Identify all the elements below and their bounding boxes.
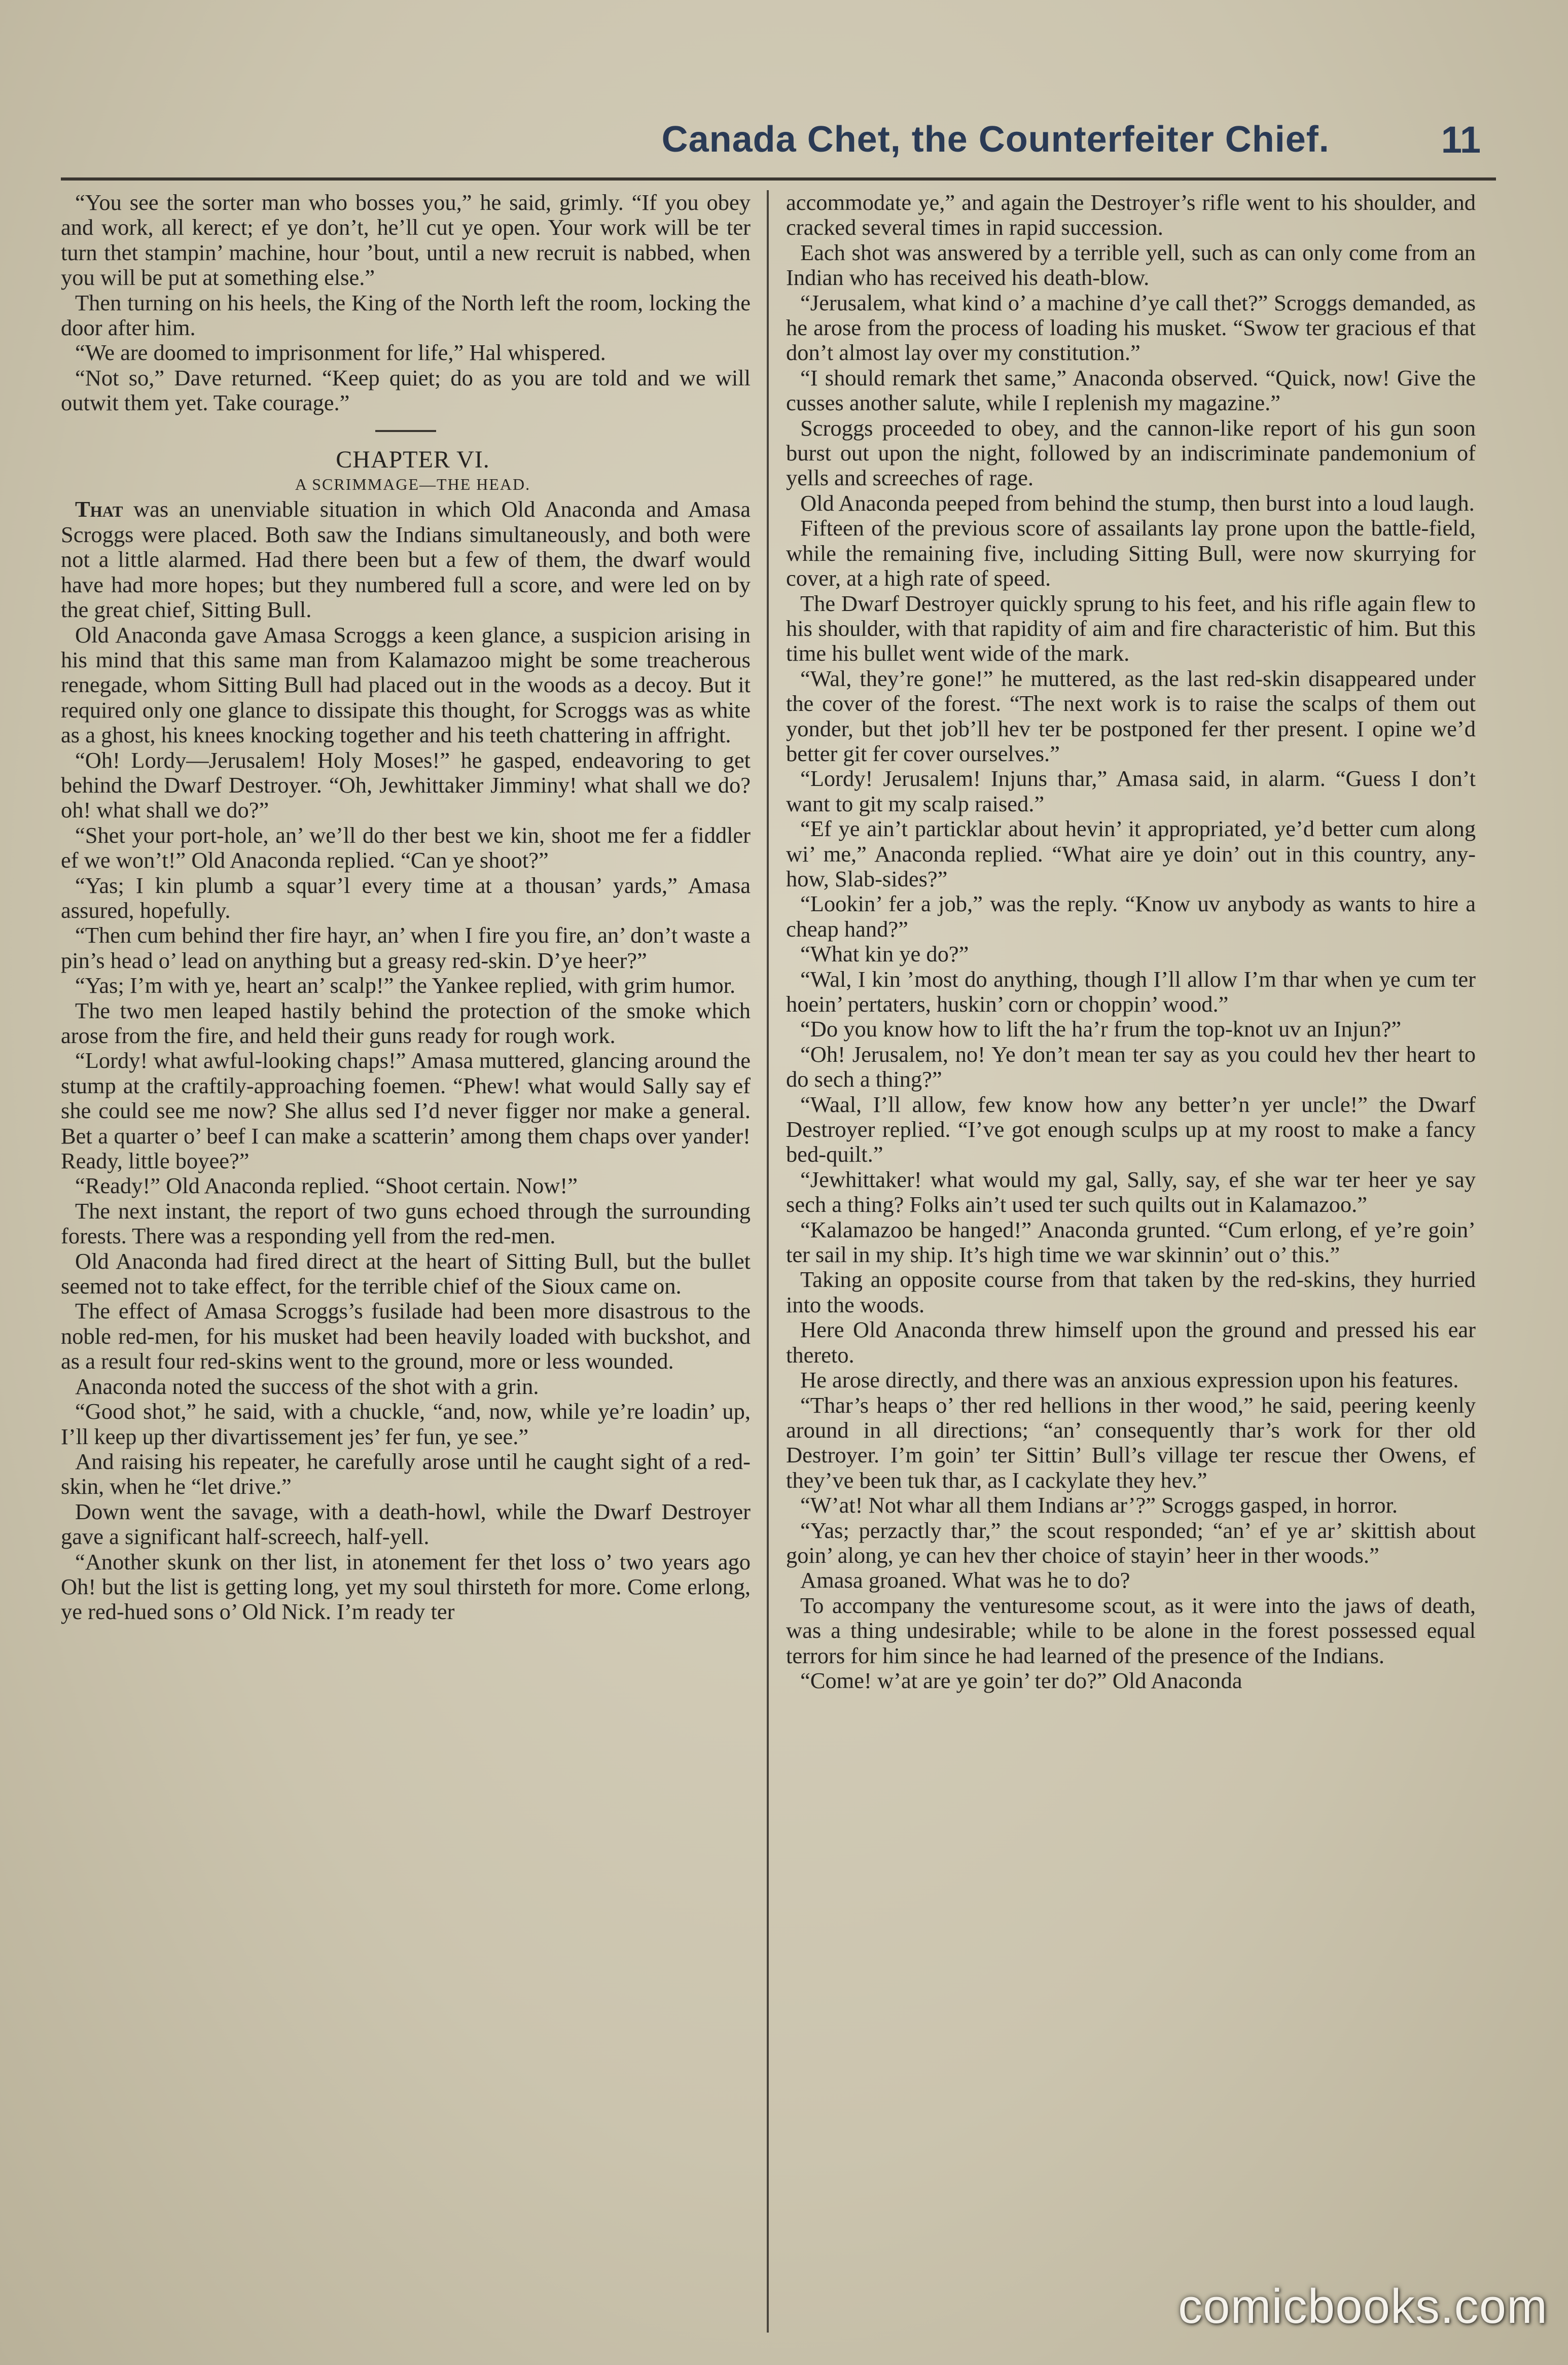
paragraph: Taking an opposite course from that taken by the red-skins, they hurried into the woods.: [786, 1267, 1476, 1317]
continued-paragraph: accommodate ye,” and again the Destroyer’s rifle went to his shoulder, and cracked several times in rapid succession.: [786, 190, 1476, 240]
paragraph: Amasa groaned. What was he to do?: [800, 1567, 1130, 1593]
paragraph: “Wal, I kin ’most do anything, though I’ll allow I’m thar when ye cum ter hoein’ pertaters, huskin’ corn or choppin’ wood.”: [786, 966, 1476, 1017]
paragraph: Old Anaconda peeped from behind the stump, then burst into a loud laugh.: [800, 490, 1475, 516]
chapter-subtitle: A SCRIMMAGE—THE HEAD.: [295, 475, 531, 494]
paragraph: “Lordy! Jerusalem! Injuns thar,” Amasa said, in alarm. “Guess I don’t want to git my scalp raised.”: [786, 766, 1476, 816]
paragraph: “Kalamazoo be hanged!” Anaconda grunted. “Cum erlong, ef ye’re goin’ ter sail in my ship. It’s high time we war skinnin’ out o’ this.”: [786, 1216, 1476, 1268]
chapter-title: CHAPTER VI.: [336, 446, 490, 473]
paragraph: “Oh! Lordy—Jerusalem! Holy Moses!” he gasped, endeavoring to get behind the Dwarf Destroyer. “Oh, Jewhittaker Jimminy! what shall we do? oh! what shall we do?”: [61, 747, 751, 823]
paragraph: The Dwarf Destroyer quickly sprung to his feet, and his rifle again flew to his shoulder, with that rapidity of aim and fire characteristic of him. But this time his bullet went wide of the mark.: [786, 590, 1476, 666]
paragraph: “Yas; perzactly thar,” the scout responded; “an’ ef ye ar’ skittish about goin’ along, ye can hev ther choice of stayin’ heer in ther woods.”: [786, 1517, 1476, 1568]
paragraph: “Waal, I’ll allow, few know how any better’n yer uncle!” the Dwarf Destroyer replied. “I’ve got enough sculps up at my roost to make a fancy bed-quilt.”: [786, 1091, 1476, 1167]
opening-text: was an unenviable situation in which Old Anaconda and Amasa Scroggs were placed. Both saw the Indians simultaneously, and both were not a little alarmed. Had there been but a few of them, the dwarf would have had more hopes; but they numbered full a score, and were led on by the great chief, Sitting Bull.: [61, 496, 751, 623]
paragraph: Scroggs proceeded to obey, and the cannon-like report of his gun soon burst out upon the night, followed by an indiscriminate pandemonium of yells and screeches of rage.: [786, 415, 1476, 491]
paragraph: To accompany the venturesome scout, as it were into the jaws of death, was a thing undesirable; while to be alone in the forest possessed equal terrors for him since he had learned of the presence of the Indians.: [786, 1592, 1476, 1668]
paragraph: The two men leaped hastily behind the protection of the smoke which arose from the fire, and held their guns ready for rough work.: [61, 997, 751, 1048]
paragraph: “What kin ye do?”: [800, 941, 969, 967]
column-rule: [767, 190, 769, 2333]
paragraph: And raising his repeater, he carefully arose until he caught sight of a red-skin, when he “let drive.”: [61, 1448, 751, 1499]
paragraph: “Jewhittaker! what would my gal, Sally, say, ef she war ter heer ye say sech a thing? Folks ain’t used ter such quilts out in Kalamazoo.”: [786, 1166, 1476, 1217]
paragraph: “You see the sorter man who bosses you,” he said, grimly. “If you obey and work, all kerect; ef ye don’t, he’ll cut ye open. Your work will be ter turn thet stampin’ machine, hour ’bout, until a new recruit is nabbed, when you will be put at something else.”: [61, 190, 751, 291]
chapter-opening-paragraph: [61, 497, 751, 622]
paragraph: “Come! w’at are ye goin’ ter do?” Old Anaconda: [800, 1667, 1242, 1693]
paragraph: “Ready!” Old Anaconda replied. “Shoot certain. Now!”: [75, 1173, 578, 1199]
right-column: [786, 190, 1476, 2333]
paragraph: The next instant, the report of two guns echoed through the surrounding forests. There was a responding yell from the red-men.: [61, 1198, 751, 1249]
paragraph: “Ef ye ain’t particklar about hevin’ it appropriated, ye’d better cum along wi’ me,” Anaconda replied. “What aire ye doin’ out in this country, any-how, Slab-sides?”: [786, 816, 1476, 891]
opening-word: That: [75, 496, 123, 522]
running-header: [61, 101, 1496, 181]
paragraph: “Yas; I kin plumb a squar’l every time at a thousan’ yards,” Amasa assured, hopefully.: [61, 872, 751, 923]
paragraph: “Shet your port-hole, an’ we’ll do ther best we kin, shoot me fer a fiddler ef we won’t!” Old Anaconda replied. “Can ye shoot?”: [61, 822, 751, 873]
paragraph: Then turning on his heels, the King of the North left the room, locking the door after him.: [61, 290, 751, 341]
paragraph: “Do you know how to lift the ha’r frum the top-knot uv an Injun?”: [800, 1016, 1402, 1042]
page: [61, 101, 1496, 2333]
paragraph: “Lordy! what awful-looking chaps!” Amasa muttered, glancing around the stump at the craftily-approaching foemen. “Phew! what would Sally say ef she could see me now? She allus sed I’d never figger nor make a general. Bet a quarter o’ beef I can make a scatterin’ among them chaps over yander! Ready, little boyee?”: [61, 1048, 751, 1174]
paragraph: “Then cum behind ther fire hayr, an’ when I fire you fire, an’ don’t waste a pin’s head o’ lead on anything but a greasy red-skin. D’ye heer?”: [61, 922, 751, 973]
running-title: Canada Chet, the Counterfeiter Chief.: [661, 119, 1330, 160]
paragraph: Here Old Anaconda threw himself upon the ground and pressed his ear thereto.: [786, 1317, 1476, 1368]
paragraph: “We are doomed to imprisonment for life,” Hal whispered.: [75, 340, 606, 366]
paragraph: “Oh! Jerusalem, no! Ye don’t mean ter say as you could hev ther heart to do sech a thing?”: [786, 1041, 1476, 1092]
paragraph: The effect of Amasa Scroggs’s fusilade had been more disastrous to the noble red-men, for his musket had been heavily loaded with buckshot, and as a result four red-skins went to the ground, more or less wounded.: [61, 1298, 751, 1374]
paragraph: “I should remark thet same,” Anaconda observed. “Quick, now! Give the cusses another salute, while I replenish my magazine.”: [786, 365, 1476, 416]
text-columns: [61, 190, 1496, 2333]
paragraph: “Lookin’ fer a job,” was the reply. “Know uv anybody as wants to hire a cheap hand?”: [786, 891, 1476, 942]
paragraph: “Good shot,” he said, with a chuckle, “and, now, while ye’re loadin’ up, I’ll keep up ther divartissement jes’ fer fun, ye see.”: [61, 1399, 751, 1449]
paragraph: Anaconda noted the success of the shot with a grin.: [75, 1373, 539, 1399]
paragraph: Down went the savage, with a death-howl, while the Dwarf Destroyer gave a significant half-screech, half-yell.: [61, 1498, 751, 1550]
paragraph: “W’at! Not whar all them Indians ar’?” Scroggs gasped, in horror.: [800, 1492, 1398, 1518]
paragraph: Old Anaconda had fired direct at the heart of Sitting Bull, but the bullet seemed not to take effect, for the terrible chief of the Sioux came on.: [61, 1248, 751, 1299]
paragraph: “Thar’s heaps o’ ther red hellions in ther wood,” he said, peering keenly around in all directions; “an’ consequently thar’s work for ther old Destroyer. I’m goin’ ter Sittin’ Bull’s village ter rescue ther Owens, ef they’ve been tuk thar, as I cackylate they hev.”: [786, 1392, 1476, 1493]
paragraph: He arose directly, and there was an anxious expression upon his features.: [800, 1367, 1459, 1393]
paragraph: “Another skunk on ther list, in atonement fer thet loss o’ two years ago Oh! but the list is getting long, yet my soul thirsteth for more. Come erlong, ye red-hued sons o’ Old Nick. I’m ready ter: [61, 1549, 751, 1625]
paragraph: “Wal, they’re gone!” he muttered, as the last red-skin disappeared under the cover of the forest. “The next work is to raise the scalps of them out yonder, but thet job’ll hev ter be postponed fer ther present. I opine we’d better git fer cover ourselves.”: [786, 665, 1476, 766]
paragraph: “Yas; I’m with ye, heart an’ scalp!” the Yankee replied, with grim humor.: [75, 973, 736, 998]
source-watermark: comicbooks.com: [1178, 2279, 1548, 2334]
paragraph: “Jerusalem, what kind o’ a machine d’ye call thet?” Scroggs demanded, as he arose from the process of loading his musket. “Swow ter gracious ef that don’t almost lay over my constitution.”: [786, 290, 1476, 366]
section-divider: [375, 430, 436, 432]
paragraph: Fifteen of the previous score of assailants lay prone upon the battle-field, while the remaining five, including Sitting Bull, were now skurrying for cover, at a high rate of speed.: [786, 515, 1476, 591]
paragraph: Old Anaconda gave Amasa Scroggs a keen glance, a suspicion arising in his mind that this same man from Kalamazoo might be some treacherous renegade, whom Sitting Bull had placed out in the woods as a decoy. But it required only one glance to dissipate this thought, for Scroggs was as white as a ghost, his knees knocking together and his teeth chattering in affright.: [61, 622, 751, 748]
paragraph: Each shot was answered by a terrible yell, such as can only come from an Indian who has received his death-blow.: [786, 239, 1476, 291]
page-number: 11: [1441, 118, 1481, 161]
paragraph: “Not so,” Dave returned. “Keep quiet; do as you are told and we will outwit them yet. Take courage.”: [61, 365, 751, 416]
left-column: [61, 190, 751, 2333]
